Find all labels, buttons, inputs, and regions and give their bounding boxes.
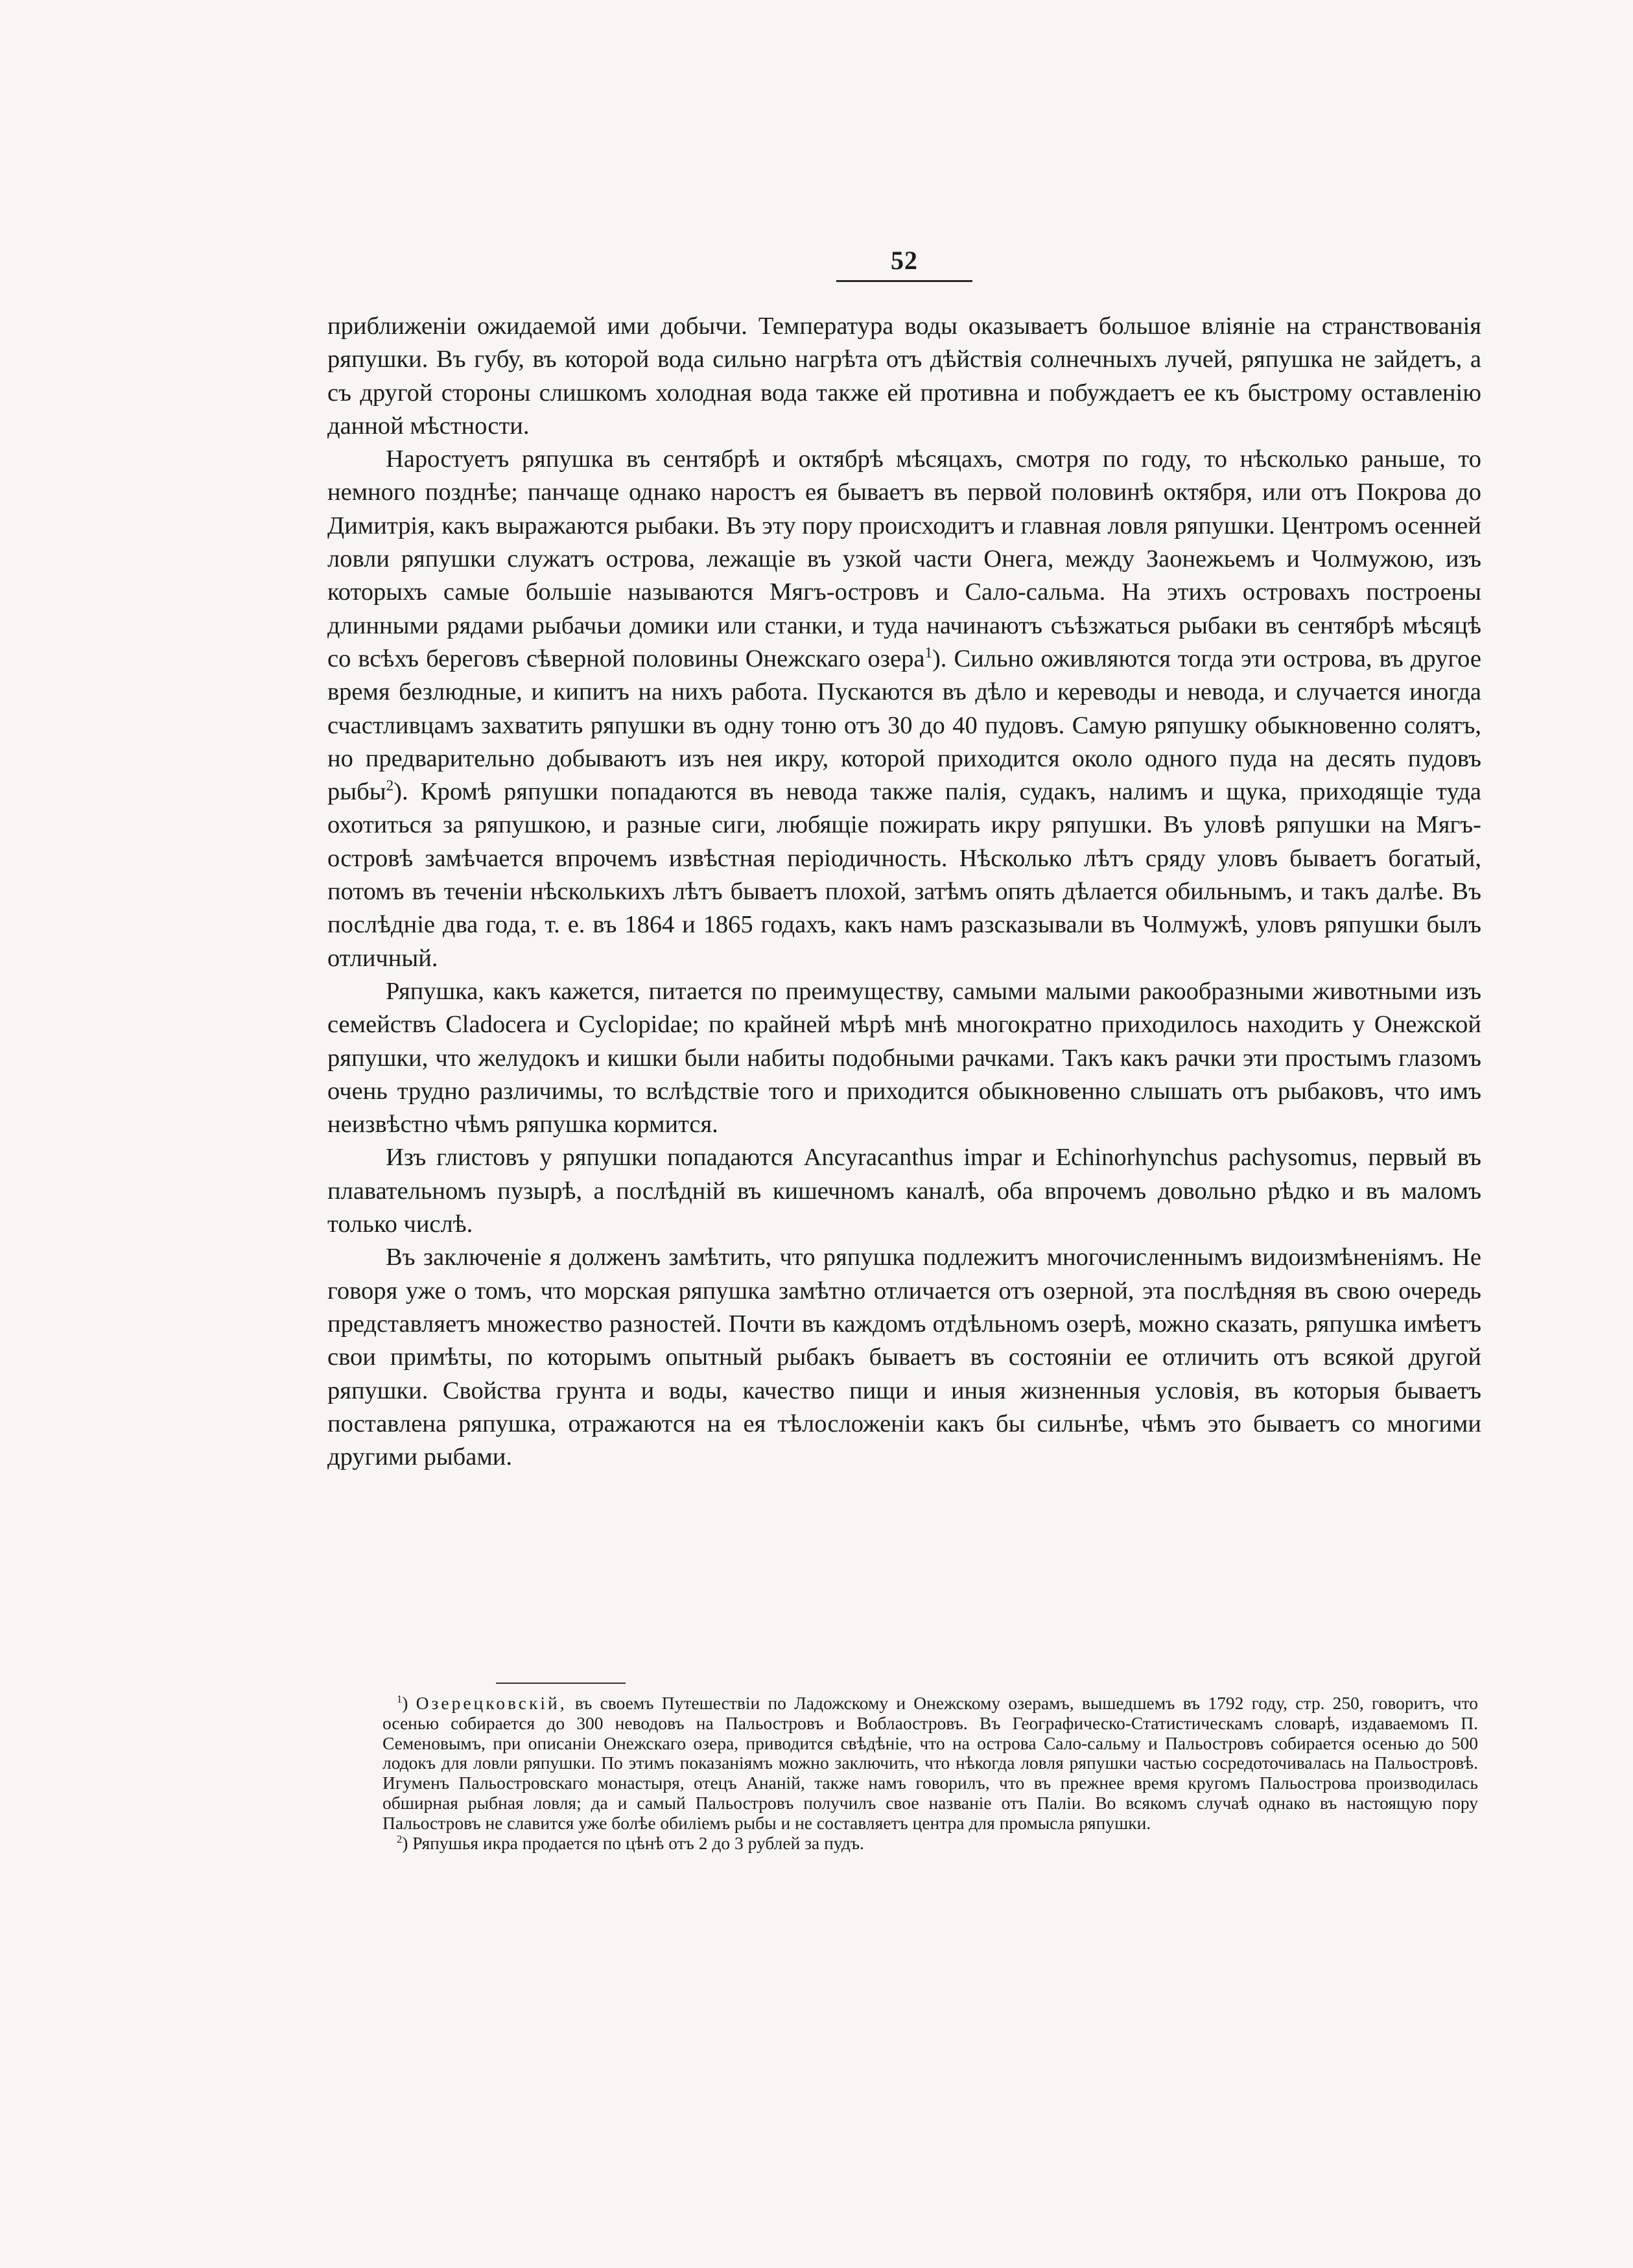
footnotes (382, 1694, 1478, 1853)
footnote-rule (496, 1683, 626, 1684)
paragraph-4: Изъ глистовъ у ряпушки попадаются Ancyracanthus impar и Echinorhynchus pachysomus, первый въ плавательномъ пузырѣ, а послѣдній въ кишечномъ каналѣ, оба впрочемъ довольно рѣдко и въ маломъ только числѣ. (327, 1144, 1481, 1238)
paragraph-1: приближеніи ожидаемой ими добычи. Температура воды оказываетъ большое вліяніе на странствованія ряпушки. Въ губу, въ которой вода сильно нагрѣта отъ дѣйствія солнечныхъ лучей, ряпушка не зайдетъ, а съ другой стороны слишкомъ холодная вода также ей противна и побуждаетъ ее къ быстрому оставленію данной мѣстности. (327, 313, 1481, 440)
page-number-rule (836, 280, 972, 282)
footnote-2-text: ) Ряпушья икра продается по цѣнѣ отъ 2 до 3 рублей за пудъ. (402, 1832, 864, 1853)
footnote-ref-1: 1 (924, 644, 932, 661)
footnote-1: $^1$) Озерецковскій, въ своемъ Путешествіи по Ладожскому и Онежскому озерамъ, вышедшемъ въ 1792 году, стр. 250, говоритъ, что осенью собирается до 300 неводовъ на Пальостровъ и Воблаостровъ. Въ Географическо-Статистическамъ словарѣ, издаваемомъ П. Семеновымъ, при описаніи Онежскаго озера, приводится свѣдѣніе, что на острова Сало-сальму и Пальостровъ собирается осенью до 500 лодокъ для ловли ряпушки. По этимъ показаніямъ можно заключить, что нѣкогда ловля ряпушки частью сосредоточивалась на Пальостровѣ. Игуменъ Пальостровскаго монастыря, отецъ Ананій, также намъ говорилъ, что въ прежнее время кругомъ Пальострова производилась обширная рыбная ловля; да и самый Пальостровъ получилъ свое названіе отъ Паліи. Во всякомъ случаѣ однако въ настоящую пору Пальостровъ не славится уже болѣе обиліемъ рыбы и не составляетъ центра для промысла ряпушки. (382, 1692, 1478, 1833)
footnote-1-author: Озерецковскій, (416, 1693, 567, 1713)
footnote-2-marker: 2 (397, 1832, 403, 1845)
paragraph-2-part-2: ). Сильно оживляются тогда эти острова, въ другое время безлюдные, и кипитъ на нихъ работа. Пускаются въ дѣло и кереводы и невода, и случается иногда счастливцамъ захватить ряпушки въ одну тоню отъ 30 до 40 пудовъ. Самую ряпушку обыкновенно солятъ, но предварительно добываютъ изъ нея икру, которой приходится около одного пуда на десять пудовъ рыбы (327, 644, 1481, 806)
paragraph-3: Ряпушка, какъ кажется, питается по преимуществу, самыми малыми ракообразными животными изъ семействъ Cladocera и Cyclopidae; по крайней мѣрѣ мнѣ многократно приходилось находить у Онежской ряпушки, что желудокъ и кишки были набиты подобными рачками. Такъ какъ рачки эти простымъ глазомъ очень трудно различимы, то вслѣдствіе того и приходится обыкновенно слышать отъ рыбаковъ, что имъ неизвѣстно чѣмъ ряпушка кормится. (327, 977, 1481, 1139)
main-text (327, 310, 1481, 1474)
footnote-2 (382, 1834, 1478, 1854)
footnote-1-marker: 1 (397, 1692, 403, 1705)
paragraph-2 (327, 443, 1481, 975)
paragraph-5: Въ заключеніе я долженъ замѣтить, что ряпушка подлежитъ многочисленнымъ видоизмѣненіямъ. Не говоря уже о томъ, что морская ряпушка замѣтно отличается отъ озерной, эта послѣдняя въ свою очередь представляетъ множество разностей. Почти въ каждомъ отдѣльномъ озерѣ, можно сказать, ряпушка имѣетъ свои примѣты, по которымъ опытный рыбакъ бываетъ въ состояніи ее отличить отъ всякой другой ряпушки. Свойства грунта и воды, качество пищи и иныя жизненныя условія, въ которыя бываетъ поставлена ряпушка, отражаются на ея тѣлосложеніи какъ бы сильнѣе, чѣмъ это бываетъ со многими другими рыбами. (327, 1244, 1481, 1471)
footnote-1-text: въ своемъ Путешествіи по Ладожскому и Онежскому озерамъ, вышедшемъ въ 1792 году, стр. 250, говоритъ, что осенью собирается до 300 неводовъ на Пальостровъ и Воблаостровъ. Въ Географическо-Статистическамъ словарѣ, издаваемомъ П. Семеновымъ, при описаніи Онежскаго озера, приводится свѣдѣніе, что на острова Сало-сальму и Пальостровъ собирается осенью до 500 лодокъ для ловли ряпушки. По этимъ показаніямъ можно заключить, что нѣкогда ловля ряпушки частью сосредоточивалась на Пальостровѣ. Игуменъ Пальостровскаго монастыря, отецъ Ананій, также намъ говорилъ, что въ прежнее время кругомъ Пальострова производилась обширная рыбная ловля; да и самый Пальостровъ получилъ свое названіе отъ Паліи. Во всякомъ случаѣ однако въ настоящую пору Пальостровъ не славится уже болѣе обиліемъ рыбы и не составляетъ центра для промысла ряпушки. (382, 1693, 1478, 1833)
paragraph-2-part-1: Наростуетъ ряпушка въ сентябрѣ и октябрѣ мѣсяцахъ, смотря по году, то нѣсколько раньше, то немного позднѣе; пaнчаще однако наростъ ея бываетъ въ первой половинѣ октября, или отъ Покрова до Димитрія, какъ выражаются рыбаки. Въ эту пору происходитъ и главная ловля ряпушки. Центромъ осенней ловли ряпушки служатъ острова, лежащіе въ узкой части Онега, между Заонежьемъ и Чолмужою, изъ которыхъ самые большіе называются Мягъ-островъ и Сало-сальма. На этихъ островахъ построены длинными рядами рыбачьи домики или станки, и туда начинаютъ съѣзжаться рыбаки въ сентябрѣ мѣсяцѣ со всѣхъ береговъ сѣверной половины Онежскаго озера (327, 445, 1481, 672)
paragraph-2-part-3: ). Кромѣ ряпушки попадаются въ невода также палія, судакъ, налимъ и щука, приходящіе туда охотиться за ряпушкою, и разные сиги, любящіе пожирать икру ряпушки. Въ уловѣ ряпушки на Мягъ-островѣ замѣчается впрочемъ извѣстная періодичность. Нѣсколько лѣтъ сряду уловъ бываетъ богатый, потомъ въ теченіи нѣсколькихъ лѣтъ бываетъ плохой, затѣмъ опять дѣлается обильнымъ, и такъ далѣе. Въ послѣдніе два года, т. е. въ 1864 и 1865 годахъ, какъ намъ разсказывали въ Чолмужѣ, уловъ ряпушки былъ отличный. (327, 778, 1481, 972)
page-number: 52 (891, 246, 918, 275)
footnote-ref-2: 2 (386, 777, 394, 794)
